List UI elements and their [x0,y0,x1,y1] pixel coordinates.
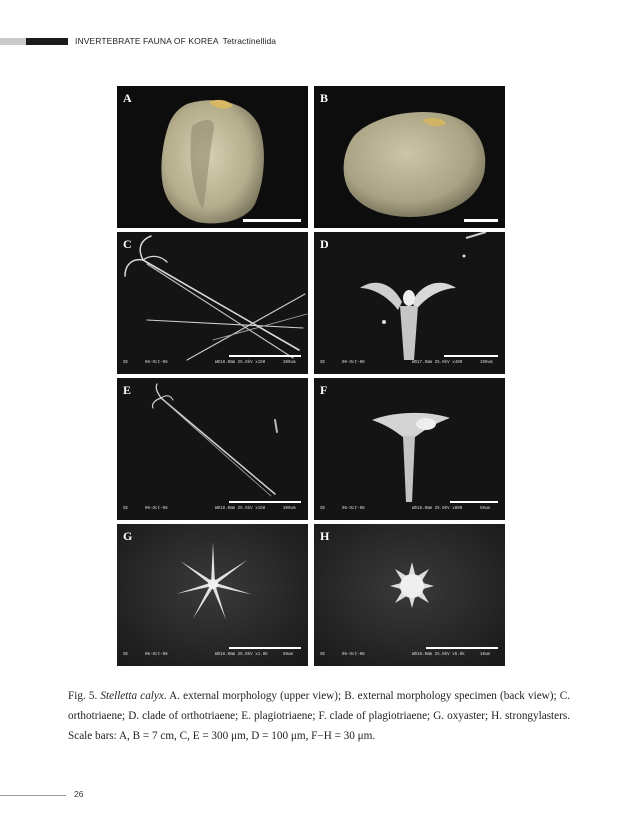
figure-caption [68,686,570,746]
sem-params: WD18.0mm 25.0kV x1.0k [215,653,268,657]
figure-plate [117,86,505,666]
header-bar-black [26,38,68,45]
strongylaster-sem [314,524,505,666]
sem-info-bar [314,652,505,660]
sem-params: WD18.0mm 25.0kV x5.0k [412,653,465,657]
panel-label: G [123,529,133,543]
orthotriaene-sem [117,232,308,374]
panel-label: B [320,91,329,105]
plagiotriaene-clade-sem [314,378,505,520]
panel-label: C [123,237,132,251]
panel-a [117,86,308,228]
panel-c [117,232,308,374]
running-header [75,36,276,46]
sem-date: 06-Oct-08 [342,361,365,365]
caption-text: . A. external morphology (upper view); B. external morphology specimen (back view); C. orthotriaene; D. clade of orthotriaene; E. plagiotriaene; F. clade of plagiotriaene; G. oxyaster; H. strongylasters. Scale bars: A, B = 7 cm, C, E = 300 μm, D = 100 μm, F−H = 30 μm. [68,690,571,742]
oxyaster-sem [117,524,308,666]
sem-params: WD18.0mm 25.0kV x150 [215,507,266,511]
page-number: 26 [74,789,84,799]
sem-scale: 300um [283,507,296,511]
sem-detector: SE [123,653,129,657]
sem-date: 06-Oct-08 [342,653,365,657]
sem-detector: SE [320,653,326,657]
panel-d [314,232,505,374]
sem-info-bar [117,652,308,660]
sem-info-bar [314,360,505,368]
sem-scale: 50um [283,653,294,657]
sem-scale: 300um [283,361,296,365]
sem-scale: 10um [480,653,491,657]
sem-date: 06-Oct-08 [145,507,168,511]
caption-figure-number: Fig. 5. [68,690,98,702]
panel-g [117,524,308,666]
footer-rule [0,795,66,796]
panel-b [314,86,505,228]
panel-h [314,524,505,666]
panel-e [117,378,308,520]
sem-params: WD18.0mm 25.0kV x150 [215,361,266,365]
sponge-upper-view-photo [117,86,308,228]
sem-scale: 100um [480,361,493,365]
panel-f [314,378,505,520]
sem-info-bar [117,506,308,514]
sem-info-bar [117,360,308,368]
panel-label: F [320,383,328,397]
sem-date: 06-Oct-08 [145,361,168,365]
sem-detector: SE [320,361,326,365]
sem-detector: SE [123,507,129,511]
sem-date: 06-Oct-08 [342,507,365,511]
sem-scale: 50um [480,507,491,511]
journal-title: INVERTEBRATE FAUNA OF KOREA [75,36,219,46]
plagiotriaene-sem [117,378,308,520]
panel-label: E [123,383,132,397]
sem-info-bar [314,506,505,514]
panel-label: D [320,237,329,251]
sem-date: 06-Oct-08 [145,653,168,657]
sponge-back-view-photo [314,86,505,228]
sem-params: WD17.9mm 25.0kV x400 [412,361,463,365]
section-title: Tetractinellida [222,36,277,46]
caption-species-name: Stelletta calyx [100,690,164,702]
panel-label: H [320,529,330,543]
panel-label: A [123,91,132,105]
orthotriaene-clade-sem [314,232,505,374]
header-bar-grey [0,38,26,45]
sem-detector: SE [123,361,129,365]
sem-params: WD18.0mm 25.0kV x800 [412,507,463,511]
sem-detector: SE [320,507,326,511]
